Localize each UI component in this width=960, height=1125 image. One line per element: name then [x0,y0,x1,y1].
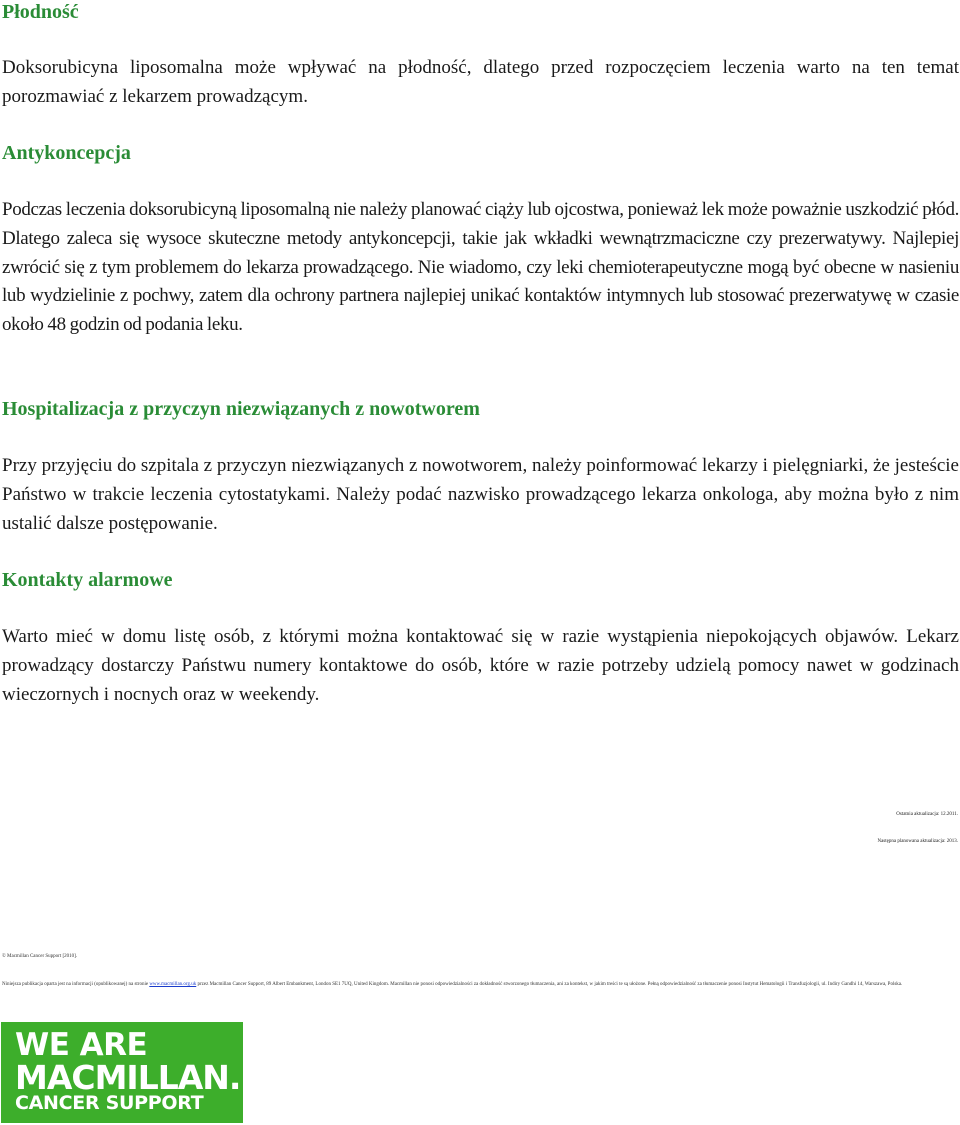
macmillan-logo [1,1022,243,1123]
heading-fertility: Płodność [2,1,79,23]
heading-contraception: Antykoncepcja [2,142,131,164]
last-update-note: Ostatnia aktualizacja: 12.2011. [896,812,958,817]
macmillan-website-link[interactable]: www.macmillan.org.uk [149,982,197,987]
heading-emergency-contacts: Kontakty alarmowe [2,569,173,591]
logo-line-cancer-support: CANCER SUPPORT [15,1092,204,1114]
logo-line-we-are: WE ARE [15,1027,148,1063]
next-update-note: Następna planowana aktualizacja: 2013. [877,839,958,844]
paragraph-emergency-contacts: Warto mieć w domu listę osób, z którymi można kontaktować się w razie wystąpienia niepokojących objawów. Lekarz prowadzący dostarczy Państwu numery kontaktowe do osób, które w razie potrzeby udzielą pomocy nawet w godzinach wieczornych i nocnych oraz w weekendy. [2,626,959,705]
source-note [2,981,902,988]
paragraph-fertility: Doksorubicyna liposomalna może wpływać na płodność, dlatego przed rozpoczęciem leczenia warto na ten temat porozmawiać z lekarzem prowadzącym. [2,57,959,107]
paragraph-contraception: Podczas leczenia doksorubicyną liposomalną nie należy planować ciąży lub ojcostwa, ponieważ lek może poważnie uszkodzić płód. Dlatego zaleca się wysoce skuteczne metody antykoncepcji, takie jak wkładki wewnątrzmaciczne czy prezerwatywy. Najlepiej zwrócić się z tym problemem do lekarza prowadzącego. Nie wiadomo, czy leki chemioterapeutyczne mogą być obecne w nasieniu lub wydzielinie z pochwy, zatem dla ochrony partnera najlepiej unikać kontaktów intymnych lub stosować prezerwatywę w czasie około 48 godzin od podania leku. [2,199,959,336]
copyright-note: © Macmillan Cancer Support [2010]. [2,954,78,959]
source-text-before: Niniejsza publikacja oparta jest na informacji (opublikowanej) na stronie [2,982,149,987]
heading-hospitalization: Hospitalizacja z przyczyn niezwiązanych z nowotworem [2,398,480,420]
source-text-after: przez Macmillan Cancer Support, 89 Albert Embankment, London SE1 7UQ, United Kingdom. Macmillan nie ponosi odpowiedzialności za dokładność stworzonego tłumaczenia, ani za kontekst, w jakim treści te są ułożone. Pełną odpowiedzialność za tłumaczenie ponosi Instytut Hematologii i Transfuzjologii, ul. Indiry Gandhi 14, Warszawa, Polska. [197,982,903,987]
paragraph-hospitalization: Przy przyjęciu do szpitala z przyczyn niezwiązanych z nowotworem, należy poinformować lekarzy i pielęgniarki, że jesteście Państwo w trakcie leczenia cytostatykami. Należy podać nazwisko prowadzącego lekarza onkologa, aby można było z nim ustalić dalsze postępowanie. [2,455,959,534]
logo-line-macmillan: MACMILLAN. [15,1058,241,1097]
